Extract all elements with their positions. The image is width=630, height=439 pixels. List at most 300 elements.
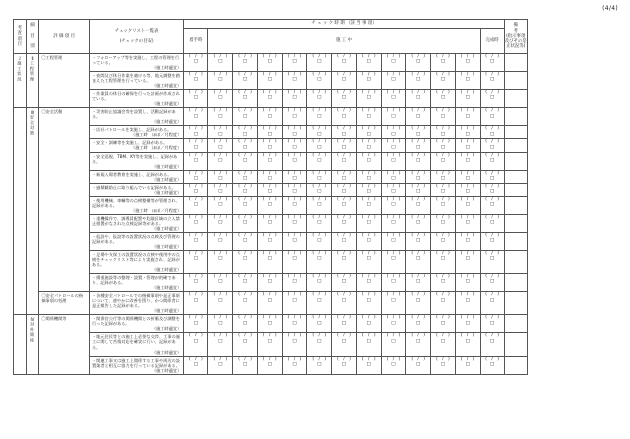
checkbox[interactable]: □ (193, 338, 199, 344)
checkbox[interactable]: □ (218, 131, 223, 137)
checkbox[interactable]: □ (440, 113, 446, 119)
checkbox[interactable]: □ (416, 256, 421, 262)
check-date-field[interactable]: ( / ) (460, 90, 475, 96)
check-date-field[interactable]: ( / ) (189, 90, 203, 96)
checkbox[interactable]: □ (218, 202, 223, 207)
check-date-field[interactable]: ( / ) (312, 333, 327, 339)
checkbox[interactable]: □ (193, 188, 199, 194)
remarks-cell[interactable] (504, 196, 527, 214)
checkbox[interactable]: □ (391, 279, 396, 285)
check-date-field[interactable]: ( / ) (337, 214, 351, 220)
checkbox[interactable]: □ (218, 238, 223, 244)
check-date-field[interactable]: ( / ) (411, 333, 426, 339)
checkbox[interactable]: □ (489, 157, 495, 163)
checkbox[interactable]: □ (391, 131, 396, 137)
checkbox[interactable]: □ (440, 238, 446, 244)
checkbox[interactable]: □ (416, 175, 421, 181)
check-date-field[interactable]: ( / ) (262, 152, 277, 158)
check-date-field[interactable]: ( / ) (287, 126, 302, 132)
remarks-cell[interactable] (504, 170, 527, 183)
checkbox[interactable]: □ (489, 95, 495, 101)
check-date-field[interactable]: ( / ) (361, 170, 376, 176)
checkbox[interactable]: □ (341, 131, 347, 137)
check-date-field[interactable]: ( / ) (411, 274, 426, 280)
check-date-field[interactable]: ( / ) (337, 274, 351, 280)
check-date-field[interactable]: ( / ) (460, 183, 475, 189)
check-date-field[interactable]: ( / ) (262, 356, 277, 362)
checkbox[interactable]: □ (391, 220, 396, 226)
checkbox[interactable]: □ (366, 297, 371, 303)
check-date-field[interactable]: ( / ) (361, 356, 376, 362)
check-date-field[interactable]: ( / ) (361, 54, 376, 59)
checkbox[interactable]: □ (391, 175, 396, 181)
check-date-field[interactable]: ( / ) (460, 292, 475, 298)
check-date-field[interactable]: ( / ) (189, 54, 203, 59)
check-date-field[interactable]: ( / ) (189, 108, 203, 114)
check-date-field[interactable]: ( / ) (386, 274, 401, 280)
checkbox[interactable]: □ (267, 113, 272, 119)
check-date-field[interactable]: ( / ) (411, 232, 426, 238)
checkbox[interactable]: □ (267, 320, 272, 326)
check-date-field[interactable]: ( / ) (411, 152, 426, 158)
check-date-field[interactable]: ( / ) (411, 315, 426, 321)
checkbox[interactable]: □ (416, 320, 421, 326)
check-date-field[interactable]: ( / ) (460, 232, 475, 238)
checkbox[interactable]: □ (341, 188, 347, 194)
check-date-field[interactable]: ( / ) (262, 251, 277, 256)
checkbox[interactable]: □ (242, 157, 248, 163)
checkbox[interactable]: □ (440, 77, 446, 83)
check-date-field[interactable]: ( / ) (460, 274, 475, 280)
checkbox[interactable]: □ (391, 144, 396, 150)
checkbox[interactable]: □ (267, 144, 272, 150)
check-date-field[interactable]: ( / ) (436, 90, 450, 96)
check-date-field[interactable]: ( / ) (411, 126, 426, 132)
checkbox[interactable]: □ (317, 361, 322, 367)
check-date-field[interactable]: ( / ) (238, 333, 252, 339)
check-date-field[interactable]: ( / ) (238, 126, 252, 132)
check-date-field[interactable]: ( / ) (213, 170, 228, 176)
check-date-field[interactable]: ( / ) (189, 333, 203, 339)
check-date-field[interactable]: ( / ) (411, 356, 426, 362)
check-date-field[interactable]: ( / ) (485, 196, 499, 202)
check-date-field[interactable]: ( / ) (436, 214, 450, 220)
checkbox[interactable]: □ (193, 175, 199, 181)
checkbox[interactable]: □ (465, 256, 470, 262)
check-date-field[interactable]: ( / ) (411, 183, 426, 189)
checkbox[interactable]: □ (242, 77, 248, 83)
check-date-field[interactable]: ( / ) (436, 139, 450, 145)
checkbox[interactable]: □ (317, 157, 322, 163)
checkbox[interactable]: □ (292, 175, 297, 181)
remarks-cell[interactable] (504, 274, 527, 292)
checkbox[interactable]: □ (489, 77, 495, 83)
checkbox[interactable]: □ (391, 157, 396, 163)
checkbox[interactable]: □ (489, 113, 495, 119)
checkbox[interactable]: □ (465, 220, 470, 226)
checkbox[interactable]: □ (341, 338, 347, 344)
check-date-field[interactable]: ( / ) (312, 139, 327, 145)
checkbox[interactable]: □ (218, 157, 223, 163)
check-date-field[interactable]: ( / ) (287, 333, 302, 339)
checkbox[interactable]: □ (465, 59, 470, 65)
check-date-field[interactable]: ( / ) (262, 232, 277, 238)
check-date-field[interactable]: ( / ) (361, 274, 376, 280)
check-date-field[interactable]: ( / ) (213, 251, 228, 256)
check-date-field[interactable]: ( / ) (287, 54, 302, 59)
checkbox[interactable]: □ (416, 95, 421, 101)
checkbox[interactable]: □ (193, 113, 199, 119)
check-date-field[interactable]: ( / ) (460, 54, 475, 59)
check-date-field[interactable]: ( / ) (436, 54, 450, 59)
checkbox[interactable]: □ (440, 361, 446, 367)
checkbox[interactable]: □ (218, 144, 223, 150)
checkbox[interactable]: □ (317, 256, 322, 262)
check-date-field[interactable]: ( / ) (312, 54, 327, 59)
checkbox[interactable]: □ (292, 131, 297, 137)
check-date-field[interactable]: ( / ) (361, 214, 376, 220)
check-date-field[interactable]: ( / ) (361, 108, 376, 114)
check-date-field[interactable]: ( / ) (337, 356, 351, 362)
checkbox[interactable]: □ (193, 157, 199, 163)
check-date-field[interactable]: ( / ) (262, 214, 277, 220)
check-date-field[interactable]: ( / ) (312, 183, 327, 189)
checkbox[interactable]: □ (341, 113, 347, 119)
check-date-field[interactable]: ( / ) (436, 72, 450, 78)
checkbox[interactable]: □ (366, 95, 371, 101)
checkbox[interactable]: □ (267, 188, 272, 194)
check-date-field[interactable]: ( / ) (460, 196, 475, 202)
checkbox[interactable]: □ (440, 338, 446, 344)
checkbox[interactable]: □ (292, 320, 297, 326)
check-date-field[interactable]: ( / ) (485, 214, 499, 220)
checkbox[interactable]: □ (489, 256, 495, 262)
check-date-field[interactable]: ( / ) (262, 108, 277, 114)
checkbox[interactable]: □ (218, 175, 223, 181)
check-date-field[interactable]: ( / ) (312, 108, 327, 114)
remarks-cell[interactable] (504, 108, 527, 126)
checkbox[interactable]: □ (292, 113, 297, 119)
check-date-field[interactable]: ( / ) (436, 108, 450, 114)
check-date-field[interactable]: ( / ) (386, 90, 401, 96)
check-date-field[interactable]: ( / ) (189, 232, 203, 238)
checkbox[interactable]: □ (267, 338, 272, 344)
check-date-field[interactable]: ( / ) (337, 108, 351, 114)
check-date-field[interactable]: ( / ) (287, 214, 302, 220)
checkbox[interactable]: □ (489, 320, 495, 326)
check-date-field[interactable]: ( / ) (238, 54, 252, 59)
checkbox[interactable]: □ (267, 131, 272, 137)
checkbox[interactable]: □ (267, 175, 272, 181)
checkbox[interactable]: □ (267, 297, 272, 303)
remarks-cell[interactable] (504, 251, 527, 274)
check-date-field[interactable]: ( / ) (189, 292, 203, 298)
checkbox[interactable]: □ (391, 361, 396, 367)
check-date-field[interactable]: ( / ) (213, 139, 228, 145)
checkbox[interactable]: □ (416, 361, 421, 367)
check-date-field[interactable]: ( / ) (312, 292, 327, 298)
check-date-field[interactable]: ( / ) (485, 251, 499, 256)
check-date-field[interactable]: ( / ) (213, 214, 228, 220)
checkbox[interactable]: □ (317, 95, 322, 101)
check-date-field[interactable]: ( / ) (460, 333, 475, 339)
checkbox[interactable]: □ (489, 220, 495, 226)
check-date-field[interactable]: ( / ) (411, 292, 426, 298)
check-date-field[interactable]: ( / ) (213, 333, 228, 339)
check-date-field[interactable]: ( / ) (287, 170, 302, 176)
check-date-field[interactable]: ( / ) (312, 170, 327, 176)
checkbox[interactable]: □ (292, 77, 297, 83)
check-date-field[interactable]: ( / ) (485, 292, 499, 298)
check-date-field[interactable]: ( / ) (189, 196, 203, 202)
check-date-field[interactable]: ( / ) (287, 90, 302, 96)
check-date-field[interactable]: ( / ) (460, 315, 475, 321)
check-date-field[interactable]: ( / ) (262, 90, 277, 96)
remarks-cell[interactable] (504, 72, 527, 90)
checkbox[interactable]: □ (242, 338, 248, 344)
check-date-field[interactable]: ( / ) (337, 196, 351, 202)
checkbox[interactable]: □ (489, 361, 495, 367)
checkbox[interactable]: □ (416, 113, 421, 119)
checkbox[interactable]: □ (242, 95, 248, 101)
checkbox[interactable]: □ (391, 238, 396, 244)
checkbox[interactable]: □ (391, 188, 396, 194)
check-date-field[interactable]: ( / ) (485, 152, 499, 158)
check-date-field[interactable]: ( / ) (213, 126, 228, 132)
checkbox[interactable]: □ (341, 59, 347, 65)
checkbox[interactable]: □ (242, 320, 248, 326)
checkbox[interactable]: □ (267, 279, 272, 285)
checkbox[interactable]: □ (267, 77, 272, 83)
check-date-field[interactable]: ( / ) (238, 152, 252, 158)
check-date-field[interactable]: ( / ) (287, 292, 302, 298)
check-date-field[interactable]: ( / ) (411, 90, 426, 96)
checkbox[interactable]: □ (242, 113, 248, 119)
check-date-field[interactable]: ( / ) (238, 108, 252, 114)
checkbox[interactable]: □ (341, 144, 347, 150)
checkbox[interactable]: □ (391, 320, 396, 326)
checkbox[interactable]: □ (242, 188, 248, 194)
checkbox[interactable]: □ (218, 338, 223, 344)
check-date-field[interactable]: ( / ) (460, 356, 475, 362)
checkbox[interactable]: □ (242, 220, 248, 226)
check-date-field[interactable]: ( / ) (386, 232, 401, 238)
check-date-field[interactable]: ( / ) (386, 72, 401, 78)
check-date-field[interactable]: ( / ) (386, 333, 401, 339)
checkbox[interactable]: □ (218, 59, 223, 65)
check-date-field[interactable]: ( / ) (485, 183, 499, 189)
checkbox[interactable]: □ (218, 320, 223, 326)
checkbox[interactable]: □ (341, 279, 347, 285)
checkbox[interactable]: □ (267, 157, 272, 163)
checkbox[interactable]: □ (317, 279, 322, 285)
remarks-cell[interactable] (504, 232, 527, 250)
checkbox[interactable]: □ (440, 131, 446, 137)
checkbox[interactable]: □ (341, 95, 347, 101)
checkbox[interactable]: □ (242, 297, 248, 303)
check-date-field[interactable]: ( / ) (337, 72, 351, 78)
checkbox[interactable]: □ (489, 188, 495, 194)
check-date-field[interactable]: ( / ) (337, 315, 351, 321)
check-date-field[interactable]: ( / ) (337, 251, 351, 256)
check-date-field[interactable]: ( / ) (485, 126, 499, 132)
checkbox[interactable]: □ (292, 95, 297, 101)
checkbox[interactable]: □ (465, 361, 470, 367)
check-date-field[interactable]: ( / ) (189, 152, 203, 158)
checkbox[interactable]: □ (465, 175, 470, 181)
checkbox[interactable]: □ (292, 297, 297, 303)
checkbox[interactable]: □ (391, 77, 396, 83)
check-date-field[interactable]: ( / ) (238, 251, 252, 256)
checkbox[interactable]: □ (292, 220, 297, 226)
checkbox[interactable]: □ (317, 113, 322, 119)
check-date-field[interactable]: ( / ) (386, 183, 401, 189)
checkbox[interactable]: □ (440, 256, 446, 262)
remarks-cell[interactable] (504, 214, 527, 232)
checkbox[interactable]: □ (267, 95, 272, 101)
checkbox[interactable]: □ (193, 220, 199, 226)
checkbox[interactable]: □ (416, 144, 421, 150)
checkbox[interactable]: □ (317, 220, 322, 226)
check-date-field[interactable]: ( / ) (287, 315, 302, 321)
checkbox[interactable]: □ (440, 188, 446, 194)
check-date-field[interactable]: ( / ) (361, 232, 376, 238)
check-date-field[interactable]: ( / ) (312, 196, 327, 202)
check-date-field[interactable]: ( / ) (386, 108, 401, 114)
checkbox[interactable]: □ (341, 256, 347, 262)
check-date-field[interactable]: ( / ) (312, 214, 327, 220)
checkbox[interactable]: □ (465, 202, 470, 207)
check-date-field[interactable]: ( / ) (337, 183, 351, 189)
checkbox[interactable]: □ (366, 202, 371, 207)
check-date-field[interactable]: ( / ) (213, 356, 228, 362)
checkbox[interactable]: □ (341, 320, 347, 326)
check-date-field[interactable]: ( / ) (386, 251, 401, 256)
check-date-field[interactable]: ( / ) (361, 183, 376, 189)
checkbox[interactable]: □ (267, 220, 272, 226)
checkbox[interactable]: □ (366, 320, 371, 326)
check-date-field[interactable]: ( / ) (361, 333, 376, 339)
remarks-cell[interactable] (504, 356, 527, 374)
checkbox[interactable]: □ (317, 320, 322, 326)
check-date-field[interactable]: ( / ) (436, 333, 450, 339)
checkbox[interactable]: □ (465, 131, 470, 137)
check-date-field[interactable]: ( / ) (262, 170, 277, 176)
checkbox[interactable]: □ (489, 297, 495, 303)
remarks-cell[interactable] (504, 315, 527, 333)
check-date-field[interactable]: ( / ) (411, 72, 426, 78)
checkbox[interactable]: □ (440, 202, 446, 207)
checkbox[interactable]: □ (465, 144, 470, 150)
check-date-field[interactable]: ( / ) (460, 126, 475, 132)
checkbox[interactable]: □ (489, 131, 495, 137)
check-date-field[interactable]: ( / ) (287, 232, 302, 238)
check-date-field[interactable]: ( / ) (460, 139, 475, 145)
check-date-field[interactable]: ( / ) (262, 315, 277, 321)
check-date-field[interactable]: ( / ) (287, 251, 302, 256)
check-date-field[interactable]: ( / ) (287, 139, 302, 145)
check-date-field[interactable]: ( / ) (189, 139, 203, 145)
checkbox[interactable]: □ (242, 361, 248, 367)
checkbox[interactable]: □ (366, 256, 371, 262)
checkbox[interactable]: □ (242, 238, 248, 244)
checkbox[interactable]: □ (489, 202, 495, 207)
check-date-field[interactable]: ( / ) (312, 152, 327, 158)
checkbox[interactable]: □ (292, 144, 297, 150)
check-date-field[interactable]: ( / ) (460, 214, 475, 220)
checkbox[interactable]: □ (366, 157, 371, 163)
checkbox[interactable]: □ (193, 95, 199, 101)
checkbox[interactable]: □ (465, 297, 470, 303)
checkbox[interactable]: □ (391, 59, 396, 65)
checkbox[interactable]: □ (193, 279, 199, 285)
check-date-field[interactable]: ( / ) (189, 315, 203, 321)
checkbox[interactable]: □ (465, 188, 470, 194)
check-date-field[interactable]: ( / ) (213, 274, 228, 280)
check-date-field[interactable]: ( / ) (262, 333, 277, 339)
check-date-field[interactable]: ( / ) (436, 251, 450, 256)
check-date-field[interactable]: ( / ) (436, 183, 450, 189)
check-date-field[interactable]: ( / ) (386, 196, 401, 202)
checkbox[interactable]: □ (317, 297, 322, 303)
checkbox[interactable]: □ (218, 361, 223, 367)
checkbox[interactable]: □ (267, 256, 272, 262)
check-date-field[interactable]: ( / ) (460, 251, 475, 256)
check-date-field[interactable]: ( / ) (361, 90, 376, 96)
checkbox[interactable]: □ (366, 220, 371, 226)
check-date-field[interactable]: ( / ) (485, 333, 499, 339)
check-date-field[interactable]: ( / ) (238, 183, 252, 189)
check-date-field[interactable]: ( / ) (361, 126, 376, 132)
check-date-field[interactable]: ( / ) (262, 72, 277, 78)
check-date-field[interactable]: ( / ) (287, 72, 302, 78)
checkbox[interactable]: □ (292, 361, 297, 367)
check-date-field[interactable]: ( / ) (213, 108, 228, 114)
check-date-field[interactable]: ( / ) (411, 139, 426, 145)
checkbox[interactable]: □ (292, 157, 297, 163)
check-date-field[interactable]: ( / ) (386, 292, 401, 298)
check-date-field[interactable]: ( / ) (238, 139, 252, 145)
checkbox[interactable]: □ (292, 202, 297, 207)
checkbox[interactable]: □ (416, 338, 421, 344)
checkbox[interactable]: □ (465, 279, 470, 285)
check-date-field[interactable]: ( / ) (262, 274, 277, 280)
checkbox[interactable]: □ (465, 77, 470, 83)
check-date-field[interactable]: ( / ) (386, 315, 401, 321)
check-date-field[interactable]: ( / ) (262, 126, 277, 132)
checkbox[interactable]: □ (267, 361, 272, 367)
check-date-field[interactable]: ( / ) (312, 315, 327, 321)
checkbox[interactable]: □ (218, 297, 223, 303)
checkbox[interactable]: □ (317, 238, 322, 244)
checkbox[interactable]: □ (242, 175, 248, 181)
check-date-field[interactable]: ( / ) (460, 108, 475, 114)
check-date-field[interactable]: ( / ) (411, 214, 426, 220)
checkbox[interactable]: □ (366, 77, 371, 83)
check-date-field[interactable]: ( / ) (485, 356, 499, 362)
check-date-field[interactable]: ( / ) (337, 126, 351, 132)
checkbox[interactable]: □ (193, 202, 199, 207)
checkbox[interactable]: □ (489, 175, 495, 181)
checkbox[interactable]: □ (341, 220, 347, 226)
checkbox[interactable]: □ (242, 144, 248, 150)
checkbox[interactable]: □ (193, 297, 199, 303)
check-date-field[interactable]: ( / ) (386, 214, 401, 220)
checkbox[interactable]: □ (416, 188, 421, 194)
checkbox[interactable]: □ (218, 279, 223, 285)
checkbox[interactable]: □ (465, 95, 470, 101)
check-date-field[interactable]: ( / ) (485, 315, 499, 321)
